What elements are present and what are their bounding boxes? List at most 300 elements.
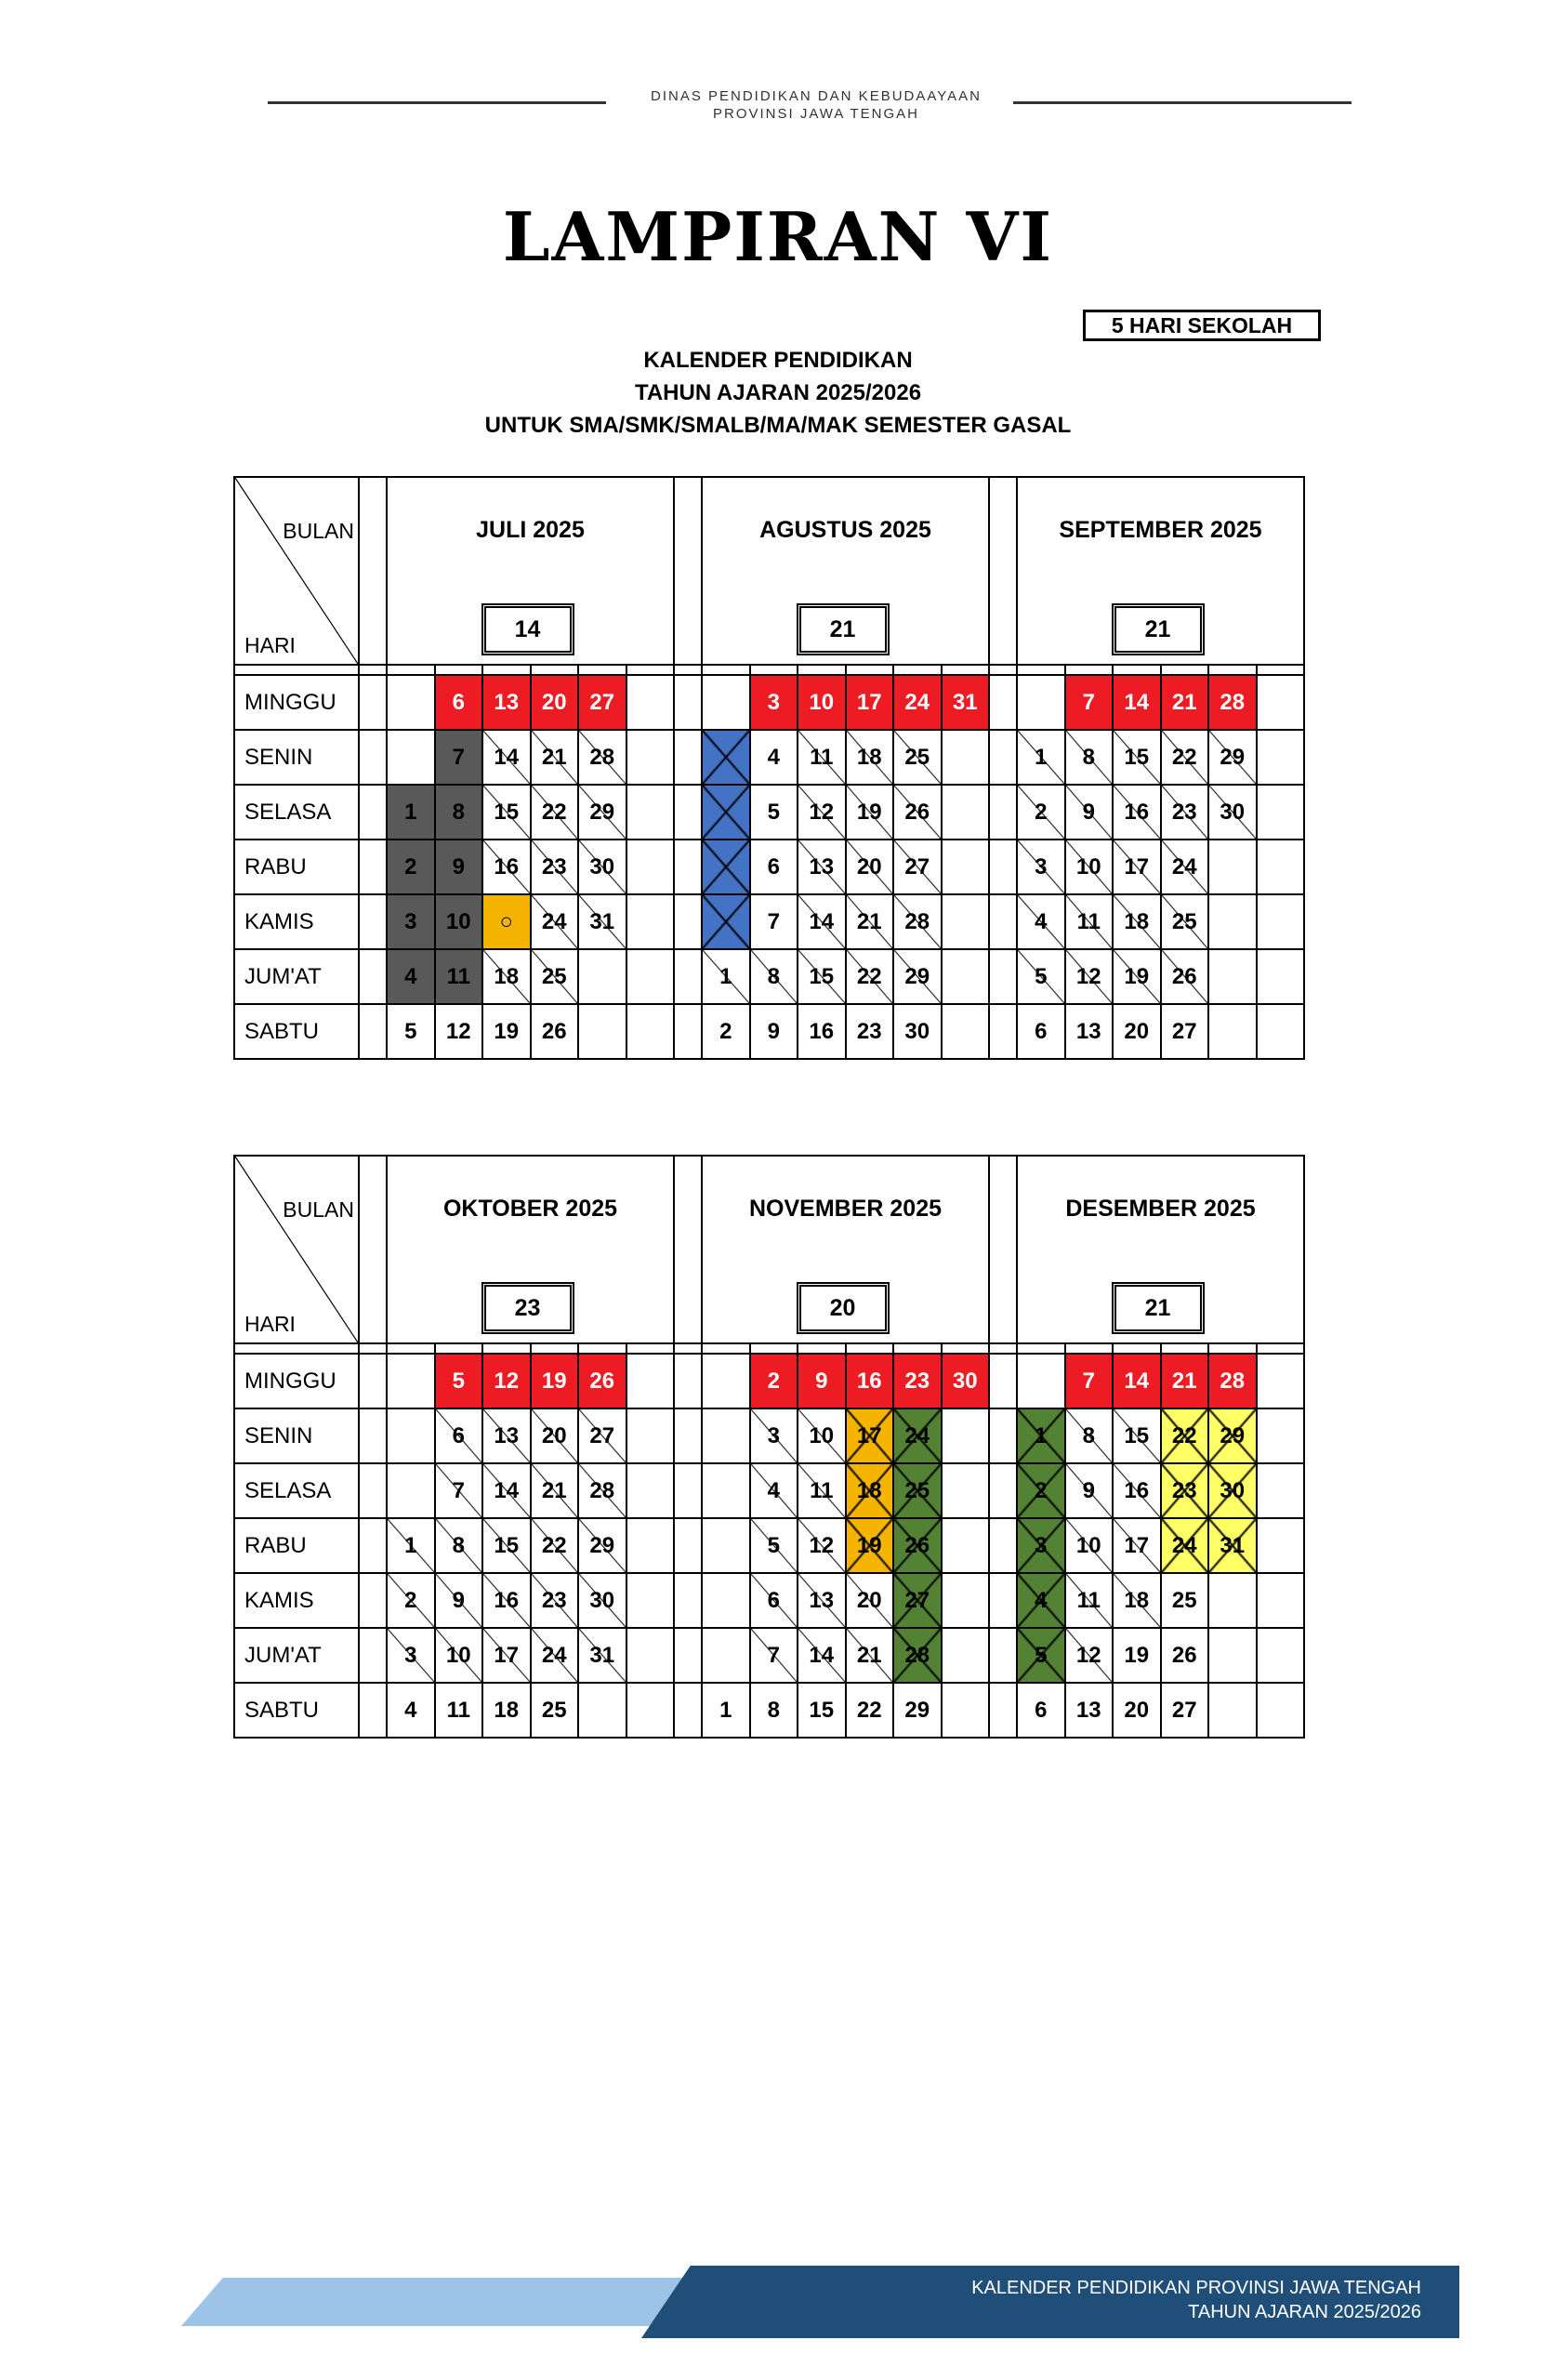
date-cell [702, 1518, 750, 1573]
separator-cell [1161, 1343, 1209, 1354]
date-cell: 21 [1161, 1354, 1209, 1408]
date-cell: 26 [1161, 949, 1209, 1004]
school-days-badge: 5 HARI SEKOLAH [1083, 310, 1321, 341]
date-cell: 24 [893, 1408, 942, 1463]
gap-cell [359, 1683, 387, 1738]
date-cell: 12 [798, 1518, 846, 1573]
date-cell: 30 [578, 840, 626, 894]
date-cell: 25 [893, 730, 942, 785]
subtitle-line3: UNTUK SMA/SMK/SMALB/MA/MAK SEMESTER GASAL [484, 413, 1072, 438]
separator-cell [798, 665, 846, 675]
month-header [387, 477, 674, 665]
date-cell: 26 [893, 785, 942, 840]
date-cell: 30 [1208, 785, 1257, 840]
date-cell [1257, 785, 1305, 840]
date-cell [942, 949, 990, 1004]
date-cell: 1 [702, 1683, 750, 1738]
date-cell: 1 [1017, 730, 1065, 785]
date-cell: 5 [1017, 949, 1065, 1004]
date-cell: 23 [1161, 1463, 1209, 1518]
date-cell: 28 [893, 1628, 942, 1683]
gap-cell [989, 1518, 1017, 1573]
date-cell: 10 [798, 1408, 846, 1463]
subtitle-line1: KALENDER PENDIDIKAN [643, 348, 913, 373]
date-cell: 22 [846, 1683, 894, 1738]
date-cell [1257, 1518, 1305, 1573]
date-cell: 14 [1113, 1354, 1161, 1408]
date-cell: 14 [798, 894, 846, 949]
date-cell [702, 1408, 750, 1463]
date-cell: 15 [482, 785, 531, 840]
date-cell [626, 1573, 675, 1628]
date-cell: 30 [942, 1354, 990, 1408]
date-cell: 16 [1113, 1463, 1161, 1518]
separator-cell [798, 1343, 846, 1354]
date-cell [942, 1463, 990, 1518]
date-cell: 6 [1017, 1004, 1065, 1059]
separator-cell [1017, 1343, 1065, 1354]
date-cell: 10 [435, 894, 483, 949]
date-cell [1208, 949, 1257, 1004]
corner-hari: HARI [244, 1312, 296, 1336]
date-cell: 29 [578, 785, 626, 840]
date-cell: 22 [531, 1518, 579, 1573]
date-cell [702, 1573, 750, 1628]
gap-cell [674, 840, 702, 894]
date-cell [626, 1408, 675, 1463]
date-cell: 7 [1065, 675, 1114, 730]
date-cell [1257, 1408, 1305, 1463]
date-cell: 11 [435, 1683, 483, 1738]
separator-cell [578, 665, 626, 675]
corner-bulan: BULAN [283, 519, 354, 543]
effective-days-count: 21 [1112, 603, 1205, 655]
date-cell [702, 1463, 750, 1518]
date-cell: 29 [893, 1683, 942, 1738]
date-cell: 25 [531, 1683, 579, 1738]
gap-cell [674, 1628, 702, 1683]
month-header [702, 477, 989, 665]
date-cell: 14 [482, 1463, 531, 1518]
date-cell: 11 [1065, 1573, 1114, 1628]
separator-cell [1113, 1343, 1161, 1354]
date-cell: 31 [578, 1628, 626, 1683]
separator-cell [359, 665, 387, 675]
date-cell [1257, 730, 1305, 785]
date-cell: 7 [435, 1463, 483, 1518]
date-cell [626, 730, 675, 785]
date-cell: 13 [482, 675, 531, 730]
gap-cell [989, 1408, 1017, 1463]
separator-cell [750, 1343, 798, 1354]
separator-cell [942, 665, 990, 675]
date-cell: 18 [846, 1463, 894, 1518]
separator-cell [387, 1343, 435, 1354]
effective-days-count: 21 [797, 603, 890, 655]
gap-cell [359, 1628, 387, 1683]
date-cell: 1 [387, 785, 435, 840]
corner-bulan: BULAN [283, 1197, 354, 1222]
gap-cell [989, 477, 1017, 665]
gap-cell [359, 1156, 387, 1343]
date-cell [1257, 840, 1305, 894]
date-cell [702, 730, 750, 785]
date-cell: 8 [750, 1683, 798, 1738]
separator-cell [1017, 665, 1065, 675]
date-cell: 6 [1017, 1683, 1065, 1738]
date-cell [626, 1354, 675, 1408]
date-cell [942, 894, 990, 949]
gap-cell [674, 1683, 702, 1738]
date-cell: 24 [531, 894, 579, 949]
date-cell: 13 [798, 840, 846, 894]
date-cell: 2 [387, 840, 435, 894]
gap-cell [359, 1408, 387, 1463]
date-cell: 3 [387, 894, 435, 949]
date-cell: 29 [893, 949, 942, 1004]
day-name: SELASA [234, 1463, 359, 1518]
gap-cell [674, 730, 702, 785]
date-cell [942, 785, 990, 840]
date-cell [1257, 1463, 1305, 1518]
gap-cell [989, 1628, 1017, 1683]
date-cell: 27 [578, 675, 626, 730]
date-cell: 13 [482, 1408, 531, 1463]
date-cell: 18 [482, 1683, 531, 1738]
separator-cell [893, 665, 942, 675]
date-cell: 11 [435, 949, 483, 1004]
separator-cell [674, 1343, 702, 1354]
date-cell: 3 [1017, 1518, 1065, 1573]
gap-cell [359, 785, 387, 840]
date-cell: 9 [1065, 1463, 1114, 1518]
gap-cell [674, 1354, 702, 1408]
date-cell: 23 [531, 1573, 579, 1628]
date-cell: 10 [798, 675, 846, 730]
date-cell: 22 [1161, 1408, 1209, 1463]
date-cell [702, 785, 750, 840]
date-cell: 27 [1161, 1683, 1209, 1738]
date-cell: 28 [1208, 675, 1257, 730]
date-cell [702, 1354, 750, 1408]
date-cell: 12 [482, 1354, 531, 1408]
date-cell: 20 [531, 675, 579, 730]
date-cell: 23 [531, 840, 579, 894]
date-cell: 2 [1017, 1463, 1065, 1518]
date-cell: 3 [1017, 840, 1065, 894]
separator-cell [1208, 665, 1257, 675]
date-cell [387, 1463, 435, 1518]
date-cell [1257, 949, 1305, 1004]
month-header [1017, 1156, 1304, 1343]
date-cell: 20 [1113, 1004, 1161, 1059]
date-cell: 15 [798, 1683, 846, 1738]
gap-cell [989, 1354, 1017, 1408]
date-cell: 19 [846, 785, 894, 840]
date-cell [942, 1004, 990, 1059]
date-cell: 7 [1065, 1354, 1114, 1408]
gap-cell [359, 840, 387, 894]
day-name: KAMIS [234, 1573, 359, 1628]
date-cell [387, 1408, 435, 1463]
date-cell [626, 949, 675, 1004]
date-cell [1257, 1573, 1305, 1628]
date-cell [626, 1518, 675, 1573]
date-cell: 29 [1208, 730, 1257, 785]
date-cell [942, 840, 990, 894]
month-name: NOVEMBER 2025 [748, 1196, 943, 1222]
date-cell: 11 [798, 1463, 846, 1518]
date-cell [387, 730, 435, 785]
date-cell: 1 [387, 1518, 435, 1573]
date-cell [1257, 1354, 1305, 1408]
date-cell: 28 [578, 730, 626, 785]
separator-cell [702, 1343, 750, 1354]
date-cell: 3 [750, 1408, 798, 1463]
separator-cell [626, 665, 675, 675]
date-cell [702, 675, 750, 730]
gap-cell [359, 1573, 387, 1628]
date-cell: 25 [531, 949, 579, 1004]
gap-cell [674, 894, 702, 949]
date-cell: 8 [1065, 1408, 1114, 1463]
date-cell: 8 [435, 785, 483, 840]
gap-cell [989, 730, 1017, 785]
agency-line2: PROVINSI JAWA TENGAH [713, 106, 919, 122]
date-cell: 7 [750, 1628, 798, 1683]
separator-cell [846, 1343, 894, 1354]
date-cell: 24 [1161, 840, 1209, 894]
date-cell: 24 [1161, 1518, 1209, 1573]
date-cell: 2 [1017, 785, 1065, 840]
date-cell: 30 [578, 1573, 626, 1628]
date-cell: 13 [1065, 1004, 1114, 1059]
gap-cell [989, 949, 1017, 1004]
date-cell: 26 [893, 1518, 942, 1573]
date-cell: 5 [435, 1354, 483, 1408]
separator-cell [387, 665, 435, 675]
separator-cell [1065, 1343, 1114, 1354]
date-cell: 21 [531, 730, 579, 785]
date-cell [942, 1408, 990, 1463]
date-cell: 27 [893, 840, 942, 894]
separator-cell [531, 1343, 579, 1354]
day-name: SENIN [234, 1408, 359, 1463]
separator-cell [674, 665, 702, 675]
gap-cell [989, 1573, 1017, 1628]
date-cell: 14 [1113, 675, 1161, 730]
date-cell: 16 [798, 1004, 846, 1059]
day-name: KAMIS [234, 894, 359, 949]
gap-cell [674, 675, 702, 730]
day-name: MINGGU [234, 675, 359, 730]
date-cell: 18 [1113, 894, 1161, 949]
date-cell [942, 1683, 990, 1738]
date-cell: 10 [1065, 840, 1114, 894]
date-cell: 25 [1161, 1573, 1209, 1628]
day-name: JUM'AT [234, 1628, 359, 1683]
gap-cell [674, 1004, 702, 1059]
date-cell: 9 [798, 1354, 846, 1408]
page-title: LAMPIRAN VI [502, 197, 1054, 276]
date-cell: 28 [578, 1463, 626, 1518]
gap-cell [989, 894, 1017, 949]
date-cell [942, 730, 990, 785]
date-cell: 2 [750, 1354, 798, 1408]
separator-cell [359, 1343, 387, 1354]
date-cell: 27 [1161, 1004, 1209, 1059]
date-cell: 26 [1161, 1628, 1209, 1683]
date-cell: 6 [750, 840, 798, 894]
date-cell: 11 [1065, 894, 1114, 949]
gap-cell [989, 1463, 1017, 1518]
date-cell: 18 [482, 949, 531, 1004]
date-cell: 20 [531, 1408, 579, 1463]
separator-cell [942, 1343, 990, 1354]
date-cell: 4 [750, 730, 798, 785]
separator-cell [578, 1343, 626, 1354]
date-cell: 17 [1113, 840, 1161, 894]
subtitle-line2: TAHUN AJARAN 2025/2026 [634, 380, 922, 405]
date-cell: 21 [846, 894, 894, 949]
date-cell: 24 [531, 1628, 579, 1683]
gap-cell [359, 730, 387, 785]
date-cell: 16 [482, 840, 531, 894]
gap-cell [359, 949, 387, 1004]
date-cell [702, 840, 750, 894]
date-cell: 23 [1161, 785, 1209, 840]
date-cell [626, 1628, 675, 1683]
month-header [1017, 477, 1304, 665]
date-cell [1208, 1683, 1257, 1738]
date-cell [1208, 894, 1257, 949]
month-header [702, 1156, 989, 1343]
date-cell [578, 1683, 626, 1738]
date-cell: 4 [387, 1683, 435, 1738]
date-cell: 8 [1065, 730, 1114, 785]
day-name: SABTU [234, 1004, 359, 1059]
gap-cell [989, 840, 1017, 894]
gap-cell [674, 1463, 702, 1518]
gap-cell [674, 949, 702, 1004]
separator-cell [435, 1343, 483, 1354]
header-rule-right [1013, 101, 1352, 104]
gap-cell [674, 1518, 702, 1573]
date-cell: 18 [1113, 1573, 1161, 1628]
date-cell [702, 894, 750, 949]
date-cell: 21 [531, 1463, 579, 1518]
date-cell: 15 [1113, 730, 1161, 785]
month-name: SEPTEMBER 2025 [1059, 517, 1262, 543]
separator-cell [1065, 665, 1114, 675]
date-cell: 4 [1017, 894, 1065, 949]
gap-cell [674, 1408, 702, 1463]
date-cell: 31 [942, 675, 990, 730]
date-cell: 5 [1017, 1628, 1065, 1683]
gap-cell [359, 1463, 387, 1518]
date-cell: 5 [750, 785, 798, 840]
date-cell: 6 [750, 1573, 798, 1628]
month-header [387, 1156, 674, 1343]
date-cell [702, 1628, 750, 1683]
separator-cell [989, 1343, 1017, 1354]
effective-days-count: 21 [1112, 1282, 1205, 1334]
date-cell: 25 [893, 1463, 942, 1518]
date-cell: 18 [846, 730, 894, 785]
gap-cell [989, 1683, 1017, 1738]
date-cell: 22 [846, 949, 894, 1004]
date-cell: 23 [846, 1004, 894, 1059]
date-cell: 14 [798, 1628, 846, 1683]
date-cell: 19 [531, 1354, 579, 1408]
date-cell: 22 [531, 785, 579, 840]
separator-cell [234, 1343, 359, 1354]
effective-days-count: 14 [481, 603, 574, 655]
gap-cell [359, 1518, 387, 1573]
gap-cell [359, 675, 387, 730]
date-cell [626, 894, 675, 949]
date-cell: 5 [387, 1004, 435, 1059]
separator-cell [1257, 665, 1305, 675]
day-name: SELASA [234, 785, 359, 840]
gap-cell [674, 477, 702, 665]
date-cell [578, 1004, 626, 1059]
date-cell [626, 1004, 675, 1059]
agency-line1: DINAS PENDIDIKAN DAN KEBUDAAYAAN [650, 88, 982, 104]
date-cell: 3 [387, 1628, 435, 1683]
date-cell [1257, 675, 1305, 730]
gap-cell [359, 894, 387, 949]
date-cell [1257, 1004, 1305, 1059]
gap-cell [989, 1156, 1017, 1343]
date-cell: 13 [798, 1573, 846, 1628]
day-name: RABU [234, 1518, 359, 1573]
date-cell: 14 [482, 730, 531, 785]
calendar-block-2 [233, 1155, 1305, 1739]
date-cell [1208, 1573, 1257, 1628]
separator-cell [531, 665, 579, 675]
separator-cell [893, 1343, 942, 1354]
date-cell: 5 [750, 1518, 798, 1573]
corner-cell [234, 477, 359, 665]
date-cell: 17 [846, 1408, 894, 1463]
date-cell [1208, 1628, 1257, 1683]
date-cell: 7 [435, 730, 483, 785]
separator-cell [1113, 665, 1161, 675]
separator-cell [435, 665, 483, 675]
separator-cell [482, 1343, 531, 1354]
date-cell [578, 949, 626, 1004]
gap-cell [674, 785, 702, 840]
date-cell: 15 [482, 1518, 531, 1573]
date-cell: 24 [893, 675, 942, 730]
date-cell: 9 [435, 840, 483, 894]
month-name: JULI 2025 [476, 517, 585, 543]
date-cell: 12 [435, 1004, 483, 1059]
gap-cell [674, 1156, 702, 1343]
date-cell: 1 [702, 949, 750, 1004]
date-cell: 16 [1113, 785, 1161, 840]
date-cell: ○ [482, 894, 531, 949]
date-cell: 2 [702, 1004, 750, 1059]
date-cell: 10 [1065, 1518, 1114, 1573]
gap-cell [359, 477, 387, 665]
date-cell: 17 [482, 1628, 531, 1683]
calendar-block-1 [233, 476, 1305, 1060]
date-cell [1257, 1683, 1305, 1738]
gap-cell [359, 1354, 387, 1408]
date-cell [1017, 1354, 1065, 1408]
